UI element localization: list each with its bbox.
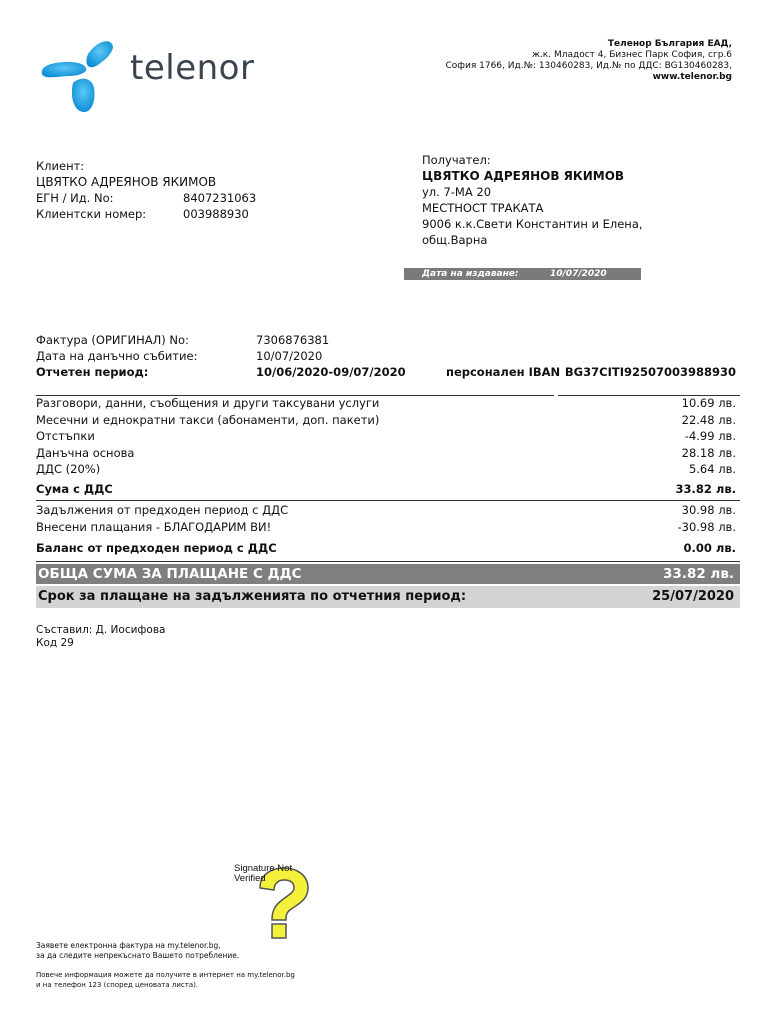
telenor-logo-icon bbox=[38, 36, 138, 116]
charge-row bbox=[36, 445, 736, 462]
issue-date-bar bbox=[404, 268, 641, 280]
charge-label: Месечни и еднократни такси (абонаменти, доп. пакети) bbox=[36, 412, 380, 427]
company-info bbox=[446, 39, 732, 83]
egn-row bbox=[36, 190, 286, 206]
divider bbox=[36, 561, 740, 562]
footer-line: Повече информация можете да получите в интернет на my.telenor.bg bbox=[36, 971, 295, 979]
company-website: www.telenor.bg bbox=[652, 72, 732, 82]
charge-row bbox=[36, 412, 736, 429]
recipient-block bbox=[422, 152, 722, 248]
issue-date-value: 10/07/2020 bbox=[550, 269, 607, 279]
divider bbox=[36, 500, 740, 501]
issue-date-label: Дата на издаване: bbox=[422, 269, 519, 279]
due-date-value: 25/07/2020 bbox=[652, 589, 734, 604]
previous-label: Задължения от предходен период с ДДС bbox=[36, 503, 289, 517]
recipient-label: Получател: bbox=[422, 153, 491, 167]
previous-row bbox=[36, 502, 736, 519]
iban-label: персонален IBAN bbox=[446, 365, 561, 379]
footer-info-note bbox=[36, 971, 295, 990]
charge-row bbox=[36, 395, 736, 412]
sum-with-vat-row bbox=[36, 481, 736, 498]
charges-list bbox=[36, 395, 736, 497]
charge-value: -4.99 лв. bbox=[684, 429, 736, 443]
tax-date-label: Дата на данъчно събитие: bbox=[36, 349, 198, 363]
company-address-1: ж.к. Младост 4, Бизнес Парк София, сгр.6 bbox=[531, 50, 732, 60]
recipient-address-2: МЕСТНОСТ ТРАКАТА bbox=[422, 201, 544, 215]
previous-label: Внесени плащания - БЛАГОДАРИМ ВИ! bbox=[36, 519, 272, 534]
recipient-address-1: ул. 7-МА 20 bbox=[422, 185, 492, 199]
client-label: Клиент: bbox=[36, 159, 85, 173]
balance-row bbox=[36, 540, 736, 557]
total-due-bar bbox=[36, 564, 740, 584]
author-name: Съставил: Д. Иосифова bbox=[36, 624, 166, 636]
total-due-label: ОБЩА СУМА ЗА ПЛАЩАНЕ С ДДС bbox=[38, 566, 302, 582]
previous-value: 30.98 лв. bbox=[681, 503, 736, 517]
footer-line: Заявете електронна фактура на my.telenor.bg, bbox=[36, 941, 221, 950]
tax-date-row bbox=[36, 348, 740, 364]
charge-value: 10.69 лв. bbox=[681, 396, 736, 410]
recipient-address-3: 9006 к.к.Свети Константин и Елена, bbox=[422, 217, 643, 231]
period-label: Отчетен период: bbox=[36, 365, 149, 379]
charge-label: Разговори, данни, съобщения и други таксувани услуги bbox=[36, 396, 380, 410]
balance-label: Баланс от предходен период с ДДС bbox=[36, 541, 277, 555]
author-code: Код 29 bbox=[36, 637, 74, 649]
sum-with-vat-label: Сума с ДДС bbox=[36, 481, 113, 496]
previous-value: -30.98 лв. bbox=[677, 519, 736, 534]
charge-label: Отстъпки bbox=[36, 429, 95, 443]
egn-label: ЕГН / Ид. No: bbox=[36, 191, 114, 205]
invoice-meta bbox=[36, 332, 740, 380]
period-row bbox=[36, 364, 740, 380]
author-block bbox=[36, 624, 165, 650]
invoice-number-row bbox=[36, 332, 740, 348]
egn-value: 8407231063 bbox=[183, 191, 257, 205]
client-number-row bbox=[36, 206, 286, 222]
previous-period-list bbox=[36, 502, 736, 557]
due-date-bar bbox=[36, 586, 740, 608]
due-date-label: Срок за плащане на задълженията по отчетния период: bbox=[38, 589, 467, 604]
charge-value: 22.48 лв. bbox=[681, 412, 736, 427]
footer-ebill-note bbox=[36, 941, 239, 961]
period-value: 10/06/2020-09/07/2020 bbox=[256, 365, 406, 379]
client-number-label: Клиентски номер: bbox=[36, 207, 147, 221]
charge-value: 5.64 лв. bbox=[688, 462, 736, 476]
charge-value: 28.18 лв. bbox=[681, 445, 736, 460]
total-due-value: 33.82 лв. bbox=[663, 566, 734, 582]
charge-row bbox=[36, 428, 736, 445]
company-name: Теленор България ЕАД, bbox=[607, 39, 732, 49]
client-name: ЦВЯТКО АДРЕЯНОВ ЯКИМОВ bbox=[36, 175, 217, 189]
invoice-number-label: Фактура (ОРИГИНАЛ) No: bbox=[36, 333, 189, 347]
signature-text bbox=[234, 864, 292, 884]
brand-name: telenor bbox=[130, 48, 255, 88]
balance-value: 0.00 лв. bbox=[683, 541, 736, 555]
footer-line: за да следите непрекъснато Вашето потребление. bbox=[36, 951, 240, 960]
signature-status bbox=[234, 864, 324, 944]
client-number-value: 003988930 bbox=[183, 207, 249, 221]
signature-line-2: Verified bbox=[234, 873, 266, 884]
recipient-address-4: общ.Варна bbox=[422, 233, 488, 247]
charge-label: ДДС (20%) bbox=[36, 462, 101, 476]
tax-date-value: 10/07/2020 bbox=[256, 349, 323, 363]
footer-line: и на телефон 123 (според ценовата листа). bbox=[36, 980, 199, 989]
charge-label: Данъчна основа bbox=[36, 445, 135, 460]
client-block bbox=[36, 158, 286, 222]
sum-with-vat-value: 33.82 лв. bbox=[675, 481, 736, 496]
iban-value: BG37CITI92507003988930 bbox=[564, 365, 736, 379]
previous-row bbox=[36, 519, 736, 536]
signature-line-1: Signature Not bbox=[234, 863, 293, 874]
invoice-number-value: 7306876381 bbox=[256, 333, 330, 347]
charge-row bbox=[36, 461, 736, 478]
recipient-name: ЦВЯТКО АДРЕЯНОВ ЯКИМОВ bbox=[422, 169, 625, 183]
company-address-2: София 1766, Ид.№: 130460283, Ид.№ по ДДС: BG130460283, bbox=[445, 61, 732, 71]
